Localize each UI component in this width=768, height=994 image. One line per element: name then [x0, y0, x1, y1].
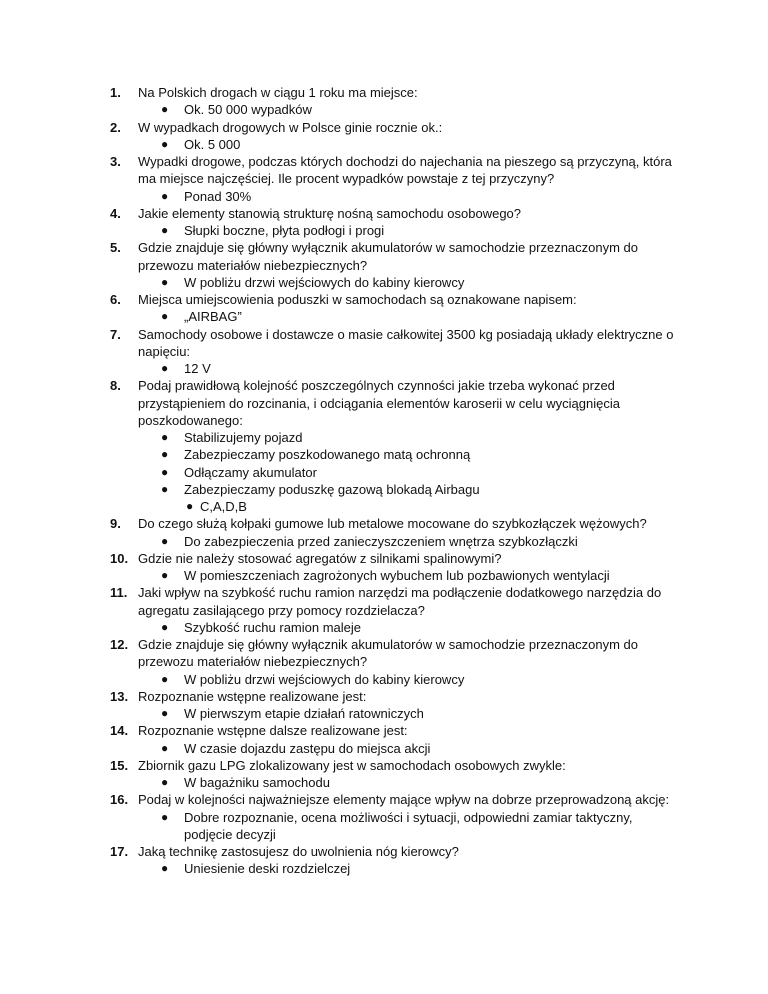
question-text: Gdzie znajduje się główny wyłącznik akumulatorów w samochodzie przeznaczonym do — [138, 240, 639, 256]
answer-text: „AIRBAG” — [184, 309, 242, 325]
bullet-icon: ● — [161, 309, 169, 324]
question-text: Gdzie nie należy stosować agregatów z silnikami spalinowymi? — [138, 550, 502, 566]
question-number: 13. — [110, 688, 129, 704]
bullet-icon: ● — [161, 809, 169, 824]
bullet-icon: ● — [161, 361, 169, 375]
bullet-icon: ● — [161, 274, 169, 289]
bullet-icon: ● — [161, 568, 169, 582]
question-text: przystąpieniem do rozcinania, i odciągania elementów karoserii w celu wyciągnięcia — [138, 395, 620, 411]
bullet-icon: ● — [161, 775, 169, 789]
bullet-icon: ● — [161, 861, 169, 876]
answer-text: Ponad 30% — [184, 188, 252, 204]
question-number: 3. — [110, 154, 121, 169]
answer-text: Uniesienie deski rozdzielczej — [184, 861, 351, 877]
question-number: 2. — [110, 119, 121, 135]
question-text: poszkodowanego: — [138, 412, 243, 428]
answer-text: Słupki boczne, płyta podłogi i progi — [184, 223, 385, 238]
answer-text: Ok. 50 000 wypadków — [184, 102, 312, 118]
question-text: Gdzie znajduje się główny wyłącznik akumulatorów w samochodzie przeznaczonym do — [138, 637, 639, 652]
bullet-icon: ● — [186, 499, 194, 513]
question-text: Jaką technikę zastosujesz do uwolnienia nóg kierowcy? — [138, 844, 459, 859]
answer-text: C,A,D,B — [200, 499, 247, 514]
bullet-icon: ● — [161, 619, 169, 634]
question-number: 4. — [110, 205, 121, 221]
answer-text: W pomieszczeniach zagrożonych wybuchem lub pozbawionych wentylacji — [184, 568, 610, 583]
bullet-icon: ● — [161, 481, 169, 496]
bullet-icon: ● — [161, 223, 169, 237]
bullet-icon: ● — [161, 447, 169, 462]
question-number: 10. — [110, 550, 129, 566]
answer-text: W bagażniku samochodu — [184, 775, 330, 790]
question-text: napięciu: — [138, 343, 191, 359]
question-number: 6. — [110, 292, 121, 307]
answer-text: Dobre rozpoznanie, ocena możliwości i sytuacji, odpowiedni zamiar taktyczny, — [184, 809, 633, 825]
answer-text: podjęcie decyzji — [184, 826, 276, 842]
answer-text: Odłączamy akumulator — [184, 464, 317, 480]
bullet-icon: ● — [161, 188, 169, 203]
question-number: 16. — [110, 792, 129, 808]
question-text: Rozpoznanie wstępne realizowane jest: — [138, 688, 367, 704]
question-number: 11. — [110, 585, 128, 601]
bullet-icon: ● — [161, 706, 169, 720]
bullet-icon: ● — [161, 533, 169, 548]
question-number: 14. — [110, 723, 129, 739]
question-text: przewozu materiałów niebezpiecznych? — [138, 257, 368, 273]
question-text: Zbiornik gazu LPG zlokalizowany jest w samochodach osobowych zwykle: — [138, 757, 566, 773]
question-text: Rozpoznanie wstępne dalsze realizowane jest: — [138, 723, 408, 739]
answer-text: W czasie dojazdu zastępu do miejsca akcji — [184, 740, 431, 756]
question-number: 8. — [110, 378, 121, 394]
question-text: Podaj prawidłową kolejność poszczególnych czynności jakie trzeba wykonać przed — [138, 378, 615, 394]
question-text: Jaki wpływ na szybkość ruchu ramion narzędzi ma podłączenie dodatkowego narzędzia do — [138, 585, 662, 601]
answer-text: Zabezpieczamy poszkodowanego matą ochronną — [184, 447, 471, 463]
question-text: przewozu materiałów niebezpiecznych? — [138, 654, 368, 670]
answer-text: Ok. 5 000 — [184, 136, 241, 152]
bullet-icon: ● — [161, 740, 169, 755]
question-number: 17. — [110, 844, 129, 859]
question-number: 5. — [110, 240, 121, 256]
question-number: 12. — [110, 637, 129, 652]
question-number: 9. — [110, 516, 121, 532]
question-text: Do czego służą kołpaki gumowe lub metalowe mocowane do szybkozłączek wężowych? — [138, 516, 647, 532]
question-text: W wypadkach drogowych w Polsce ginie rocznie ok.: — [138, 119, 443, 135]
bullet-icon: ● — [161, 671, 169, 686]
answer-text: W pobliżu drzwi wejściowych do kabiny kierowcy — [184, 274, 465, 290]
bullet-icon: ● — [161, 430, 169, 444]
answer-text: Szybkość ruchu ramion maleje — [184, 619, 362, 635]
question-number: 1. — [110, 85, 121, 100]
question-number: 7. — [110, 326, 121, 342]
question-text: Samochody osobowe i dostawcze o masie całkowitej 3500 kg posiadają układy elektryczne o — [138, 326, 674, 342]
question-text: ma miejsce najczęściej. Ile procent wypadków powstaje z tej przyczyny? — [138, 171, 555, 187]
question-number: 15. — [110, 757, 129, 773]
answer-text: W pierwszym etapie działań ratowniczych — [184, 706, 424, 721]
answer-text: Stabilizujemy pojazd — [184, 430, 303, 445]
bullet-icon: ● — [161, 464, 169, 479]
question-text: Miejsca umiejscowienia poduszki w samochodach są oznakowane napisem: — [138, 292, 577, 307]
answer-text: Do zabezpieczenia przed zanieczyszczeniem wnętrza szybkozłączki — [184, 533, 578, 549]
question-text: Podaj w kolejności najważniejsze elementy mające wpływ na dobrze przeprowadzoną akcję: — [138, 792, 670, 808]
bullet-icon: ● — [161, 102, 169, 117]
question-text: agregatu zasilającego przy pomocy rozdzielacza? — [138, 602, 425, 618]
question-text: Jakie elementy stanowią strukturę nośną samochodu osobowego? — [138, 205, 522, 221]
bullet-icon: ● — [161, 136, 169, 151]
answer-text: Zabezpieczamy poduszkę gazową blokadą Airbagu — [184, 481, 480, 497]
question-text: Wypadki drogowe, podczas których dochodzi do najechania na pieszego są przyczyną, która — [138, 154, 672, 169]
answer-text: W pobliżu drzwi wejściowych do kabiny kierowcy — [184, 671, 465, 687]
question-text: Na Polskich drogach w ciągu 1 roku ma miejsce: — [138, 85, 418, 100]
answer-text: 12 V — [184, 361, 211, 376]
